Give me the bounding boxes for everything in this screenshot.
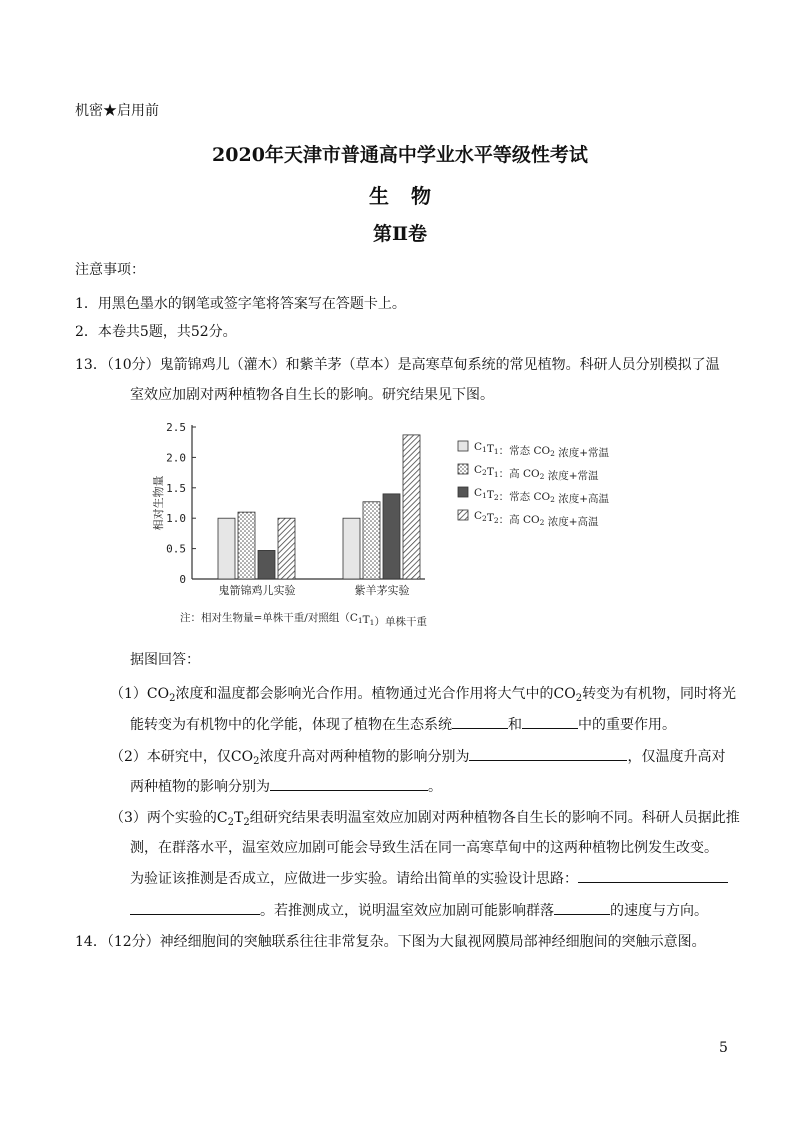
q13-stem-line2: 室效应加剧对两种植物各自生长的影响。研究结果见下图。	[130, 387, 494, 403]
bar	[343, 518, 360, 579]
legend-swatch	[458, 510, 468, 520]
q13-part2-line1: （2）本研究中，仅$CO_2$浓度升高对两种植物的影响分别为 ，仅温度升高对	[110, 746, 725, 767]
answer-blank-4[interactable]	[270, 776, 428, 791]
legend-label: C1T1：常态 CO2 浓度+常温	[474, 441, 610, 459]
legend-label: C1T2：常态 CO2 浓度+高温	[474, 487, 610, 505]
y-tick-label: 0	[179, 573, 186, 586]
y-tick-label: 0.5	[166, 542, 186, 556]
bar	[403, 435, 420, 579]
answer-blank-1[interactable]	[452, 714, 508, 729]
exam-title: 2020年天津市普通高中学业水平等级性考试	[212, 144, 588, 166]
page-number: 5	[719, 1040, 728, 1056]
bar	[258, 550, 275, 579]
chart-note: 注：相对生物量=单株干重/对照组（C1T1）单株干重	[180, 612, 427, 628]
legend-label: C2T1：高 CO2 浓度+常温	[474, 464, 599, 482]
legend-swatch	[458, 441, 468, 451]
bar	[278, 518, 295, 579]
category-label: 紫羊茅实验	[354, 584, 410, 597]
q13-stem-line1: 13．（10分）鬼箭锦鸡儿（灌木）和紫羊茅（草本）是高寒草甸系统的常见植物。科研人员分别模拟了温	[75, 357, 720, 373]
bar	[238, 512, 255, 579]
q13-part3-line3: 为验证该推测是否成立，应做进一步实验。请给出简单的实验设计思路：	[130, 868, 728, 889]
q13-part3-line2: 测，在群落水平，温室效应加剧可能会导致生活在同一高寒草甸中的这两种植物比例发生改变。	[130, 840, 718, 856]
answer-blank-3[interactable]	[469, 746, 627, 761]
answer-blank-2[interactable]	[522, 714, 578, 729]
answer-blank-6[interactable]	[130, 900, 260, 915]
biomass-bar-chart	[140, 414, 640, 629]
answer-blank-5[interactable]	[578, 868, 728, 883]
y-tick-label: 2.0	[166, 451, 186, 465]
y-axis-label: 相对生物量	[152, 475, 165, 531]
note-item-1: 1．用黑色墨水的钢笔或签字笔将答案写在答题卡上。	[75, 296, 406, 312]
q13-part2-line2: 两种植物的影响分别为 。	[130, 776, 442, 797]
y-tick-label: 1.0	[166, 512, 186, 526]
q13-part3-line1: （3）两个实验的$C_2T_2$组研究结果表明温室效应加剧对两种植物各自生长的影响不同。科研人员据此推	[110, 810, 740, 828]
legend-swatch	[458, 464, 468, 474]
q13-part3-line4: 。若推测成立，说明温室效应加剧可能影响群落 的速度与方向。	[130, 900, 708, 921]
answer-blank-7[interactable]	[554, 900, 610, 915]
bar	[218, 518, 235, 579]
q13-part1-line2: 能转变为有机物中的化学能，体现了植物在生态系统 和 中的重要作用。	[130, 714, 676, 735]
y-tick-label: 2.5	[166, 421, 186, 434]
notes-heading: 注意事项：	[75, 262, 145, 278]
confidential-mark: 机密★启用前	[75, 103, 159, 119]
y-tick-label: 1.5	[166, 481, 186, 495]
note-item-2: 2．本卷共5题，共52分。	[75, 324, 237, 340]
legend-swatch	[458, 487, 468, 497]
category-label: 鬼箭锦鸡儿实验	[218, 584, 296, 597]
bar	[383, 494, 400, 579]
answer-prompt: 据图回答：	[130, 652, 200, 668]
subject-title: 生物	[369, 184, 453, 208]
q14-stem: 14．（12分）神经细胞间的突触联系往往非常复杂。下图为大鼠视网膜局部神经细胞间的突触示意图。	[75, 934, 706, 950]
section-title: 第Ⅱ卷	[372, 223, 427, 245]
q13-part1-line1: $(1)CO_2$浓度和温度都会影响光合作用。植物通过光合作用将大气中的$CO_2$转变为有机物，同时将光	[110, 686, 737, 704]
legend-label: C2T2：高 CO2 浓度+高温	[474, 510, 599, 528]
bar	[363, 502, 380, 579]
